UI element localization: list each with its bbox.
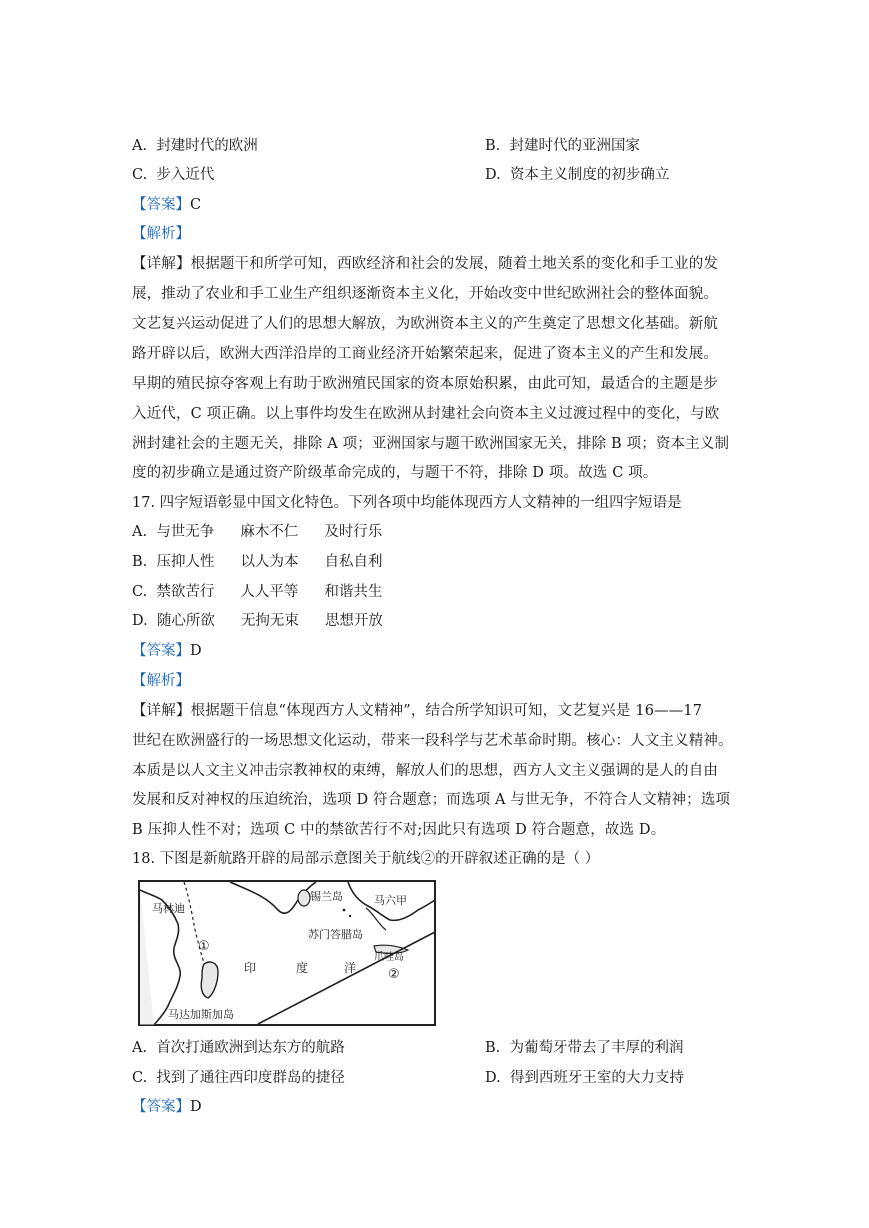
phrase: 压抑人性 bbox=[156, 554, 215, 570]
option-letter: D. bbox=[485, 167, 501, 183]
option-text: 资本主义制度的初步确立 bbox=[509, 167, 670, 183]
option-letter: A. bbox=[132, 524, 148, 540]
detail-line bbox=[132, 701, 702, 721]
detail-line: 发展和反对神权的压迫统治，选项 D 符合题意；而选项 A 与世无争，不符合人文精神；选项 bbox=[132, 792, 731, 808]
detail-line bbox=[132, 254, 718, 274]
option-letter: C. bbox=[132, 1070, 148, 1086]
q18-option-b bbox=[485, 1038, 683, 1058]
q16-option-c bbox=[132, 165, 214, 185]
answer-value: D bbox=[190, 1099, 202, 1115]
q16-option-d bbox=[485, 165, 669, 185]
label-ocean-2: 度 bbox=[296, 961, 309, 975]
answer-value: C bbox=[190, 197, 202, 213]
phrase: 与世无争 bbox=[156, 524, 215, 540]
label-madagascar: 马达加斯加岛 bbox=[168, 1008, 234, 1021]
answer-value: D bbox=[190, 643, 202, 659]
option-text: 封建时代的亚洲国家 bbox=[509, 138, 640, 154]
label-java: 爪哇岛 bbox=[374, 952, 404, 963]
option-text: 为葡萄牙带去了丰厚的利润 bbox=[509, 1040, 684, 1056]
phrase: 以人为本 bbox=[240, 554, 299, 570]
phrase: 无拘无束 bbox=[240, 613, 299, 629]
q17-stem: 17. 四字短语彰显中国文化特色。下列各项中均能体现西方人文精神的一组四字短语是 bbox=[132, 495, 682, 511]
phrase: 麻木不仁 bbox=[240, 524, 299, 540]
q17-option-c bbox=[132, 582, 382, 602]
q16-analysis-heading bbox=[132, 224, 190, 244]
detail-line: 路开辟以后，欧洲大西洋沿岸的工商业经济开始繁荣起来，促进了资本主义的产生和发展。 bbox=[132, 346, 718, 362]
detail-line: 世纪在欧洲盛行的一场思想文化运动，带来一段科学与艺术革命时期。核心：人文主义精神。 bbox=[132, 733, 733, 749]
island-dot bbox=[343, 909, 346, 912]
phrase: 及时行乐 bbox=[324, 524, 383, 540]
label-sumatra: 苏门答腊岛 bbox=[308, 928, 363, 941]
q18-option-a bbox=[132, 1038, 345, 1058]
q18-stem: 18. 下图是新航路开辟的局部示意图关于航线②的开辟叙述正确的是（ ） bbox=[132, 851, 600, 867]
q17-option-a bbox=[132, 522, 382, 542]
option-text: 得到西班牙王室的大力支持 bbox=[509, 1070, 684, 1086]
q17-analysis-heading bbox=[132, 671, 190, 691]
phrase: 随心所欲 bbox=[156, 613, 215, 629]
detail-line: 度的初步确立是通过资产阶级革命完成的，与题干不符，排除 D 项。故选 C 项。 bbox=[132, 465, 658, 481]
q16-answer bbox=[132, 195, 201, 215]
option-text: 找到了通往西印度群岛的捷径 bbox=[156, 1070, 345, 1086]
detail-line: 文艺复兴运动促进了人们的思想大解放，为欧洲资本主义的产生奠定了思想文化基础。新航 bbox=[132, 316, 718, 332]
option-text: 封建时代的欧洲 bbox=[156, 138, 258, 154]
label-ocean-3: 洋 bbox=[344, 961, 357, 975]
option-letter: A. bbox=[132, 1040, 148, 1056]
q18-option-d bbox=[485, 1068, 684, 1088]
detail-line: 入近代，C 项正确。以上事件均发生在欧洲从封建社会向资本主义过渡过程中的变化，与欧 bbox=[132, 406, 720, 422]
detail-line: 本质是以人文主义冲击宗教神权的束缚，解放人们的思想，西方人文主义强调的是人的自由 bbox=[132, 763, 718, 779]
q17-answer bbox=[132, 641, 202, 661]
answer-tag: 【答案】 bbox=[132, 197, 190, 213]
q17-option-d bbox=[132, 611, 383, 631]
phrase: 人人平等 bbox=[240, 584, 299, 600]
label-route-1: ① bbox=[198, 939, 210, 954]
detail-tag: 【详解】 bbox=[132, 256, 191, 272]
option-letter: C. bbox=[132, 584, 148, 600]
option-text: 步入近代 bbox=[156, 167, 215, 183]
analysis-tag: 【解析】 bbox=[132, 673, 190, 689]
q18-option-c bbox=[132, 1068, 345, 1088]
phrase: 自私自利 bbox=[324, 554, 383, 570]
island-dot bbox=[349, 915, 351, 917]
route-map bbox=[138, 880, 436, 1026]
detail-line: 洲封建社会的主题无关，排除 A 项；亚洲国家与题干欧洲国家无关，排除 B 项；资本主义制 bbox=[132, 436, 730, 452]
detail-line: 早期的殖民掠夺客观上有助于欧洲殖民国家的资本原始积累，由此可知，最适合的主题是步 bbox=[132, 376, 718, 392]
option-text: 首次打通欧洲到达东方的航路 bbox=[156, 1040, 345, 1056]
label-malindi: 马林迪 bbox=[152, 902, 185, 915]
option-letter: B. bbox=[132, 554, 148, 570]
option-letter: B. bbox=[485, 1040, 501, 1056]
option-letter: C. bbox=[132, 167, 148, 183]
detail-tag: 【详解】 bbox=[132, 703, 191, 719]
answer-tag: 【答案】 bbox=[132, 1099, 190, 1115]
q16-option-b bbox=[485, 136, 640, 156]
label-route-2: ② bbox=[388, 967, 400, 982]
q18-answer bbox=[132, 1097, 202, 1117]
option-letter: D. bbox=[485, 1070, 501, 1086]
detail-text: 根据题干信息“体现西方人文精神”，结合所学知识可知，文艺复兴是 16——17 bbox=[190, 703, 703, 719]
detail-text: 根据题干和所学可知，西欧经济和社会的发展，随着土地关系的变化和手工业的发 bbox=[190, 256, 719, 272]
ceylon-island bbox=[298, 890, 310, 906]
route-map-svg bbox=[138, 880, 436, 1026]
label-ocean-1: 印 bbox=[244, 961, 257, 975]
detail-line: B 压抑人性不对；选项 C 中的禁欲苦行不对;因此只有选项 D 符合题意，故选 D。 bbox=[132, 822, 666, 838]
q16-option-a bbox=[132, 136, 258, 156]
label-malacca: 马六甲 bbox=[374, 894, 407, 907]
phrase: 禁欲苦行 bbox=[156, 584, 215, 600]
option-letter: B. bbox=[485, 138, 501, 154]
analysis-tag: 【解析】 bbox=[132, 226, 190, 242]
answer-tag: 【答案】 bbox=[132, 643, 190, 659]
phrase: 和谐共生 bbox=[324, 584, 383, 600]
label-ceylon: 锡兰岛 bbox=[310, 890, 343, 903]
detail-line: 展，推动了农业和手工业生产组织逐渐资本主义化，开始改变中世纪欧洲社会的整体面貌。 bbox=[132, 286, 718, 302]
option-letter: A. bbox=[132, 138, 148, 154]
q17-option-b bbox=[132, 552, 382, 572]
phrase: 思想开放 bbox=[324, 613, 383, 629]
option-letter: D. bbox=[132, 613, 148, 629]
